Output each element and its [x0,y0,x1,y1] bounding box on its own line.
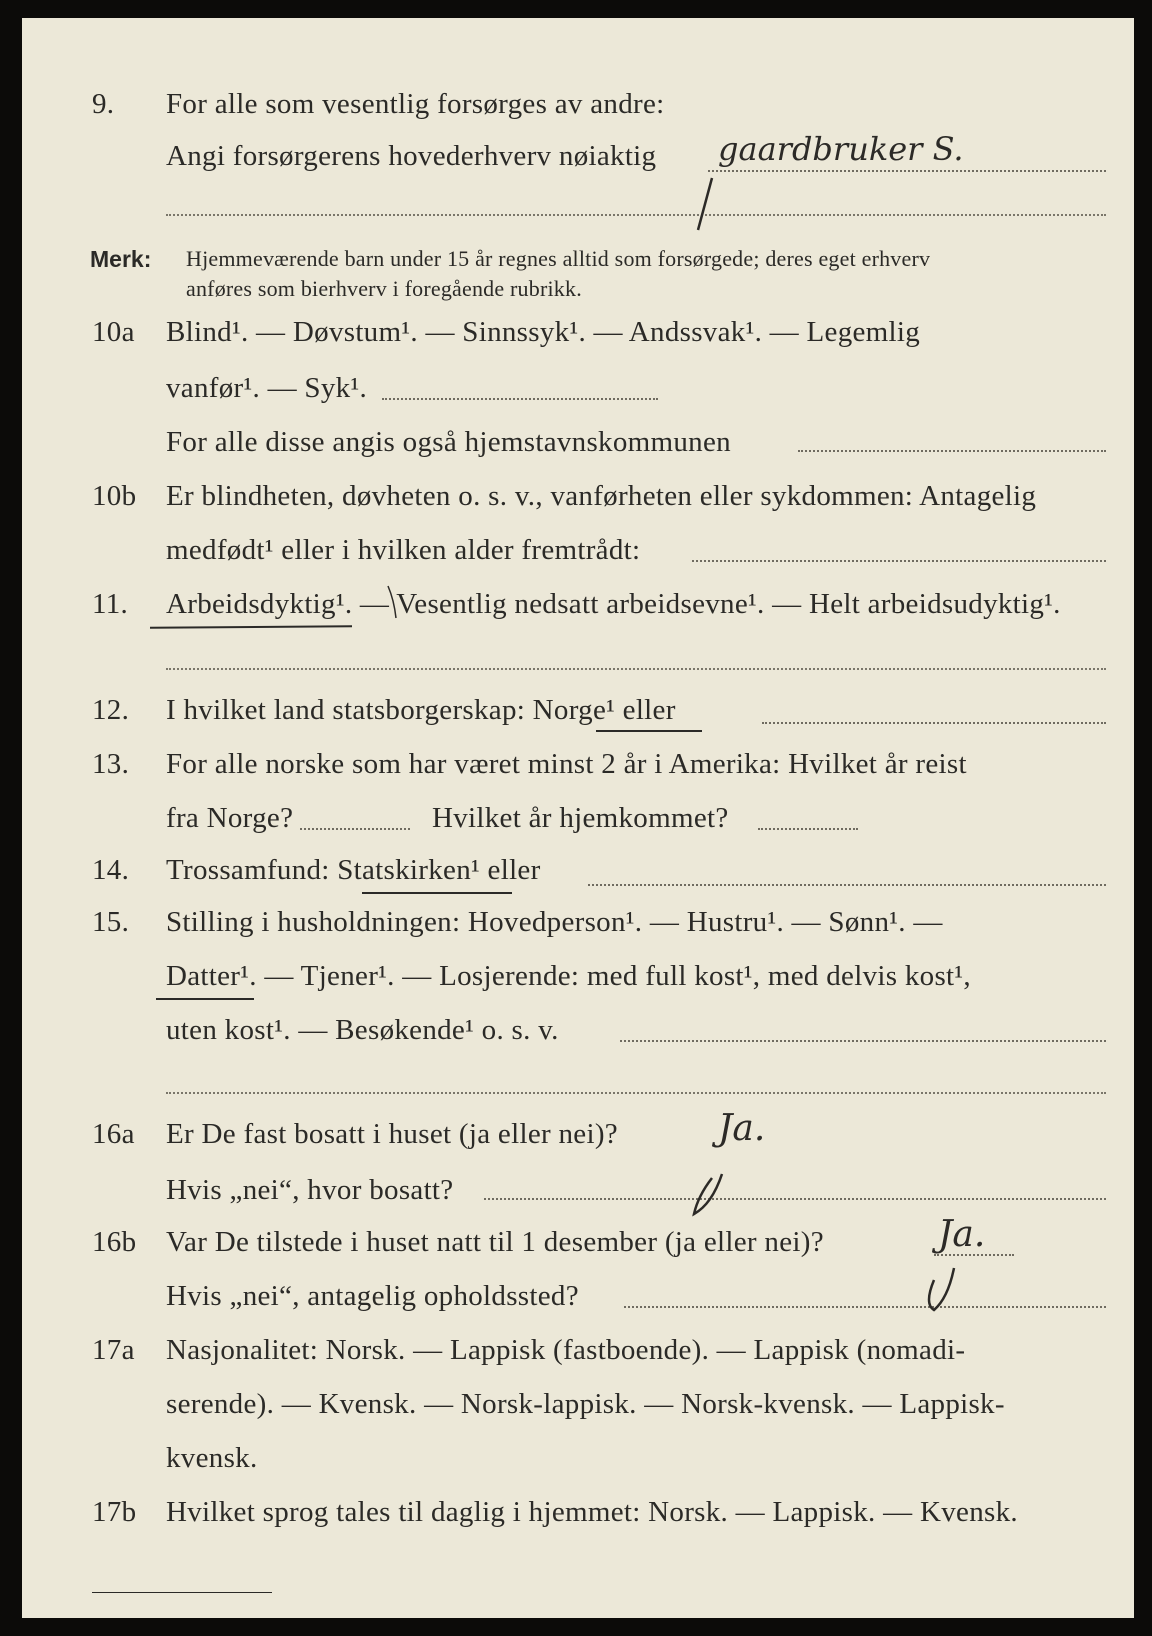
q10a-line2: vanfør¹. — Syk¹. [166,372,368,404]
q17a-line1: Nasjonalitet: Norsk. — Lappisk (fastboende). — Lappisk (nomadi- [166,1334,966,1366]
q16b-line2: Hvis „nei“, antagelig opholdssted? [166,1280,579,1312]
q16b-handwritten-answer: Ja. [938,1214,986,1255]
q17b-number: 17b [92,1496,137,1528]
q16a-handwritten-answer: Ja. [718,1108,766,1149]
pen-strokes [22,18,1134,1618]
merk-line2: anføres som bierhverv i foregående rubrikk. [186,276,582,301]
q9-line2: Angi forsørgerens hovederhverv nøiaktig [166,140,657,172]
q12-number: 12. [92,694,130,726]
merk-line1: Hjemmeværende barn under 15 år regnes alltid som forsørgede; deres eget erhverv [186,246,931,271]
q12-line1: I hvilket land statsborgerskap: Norge¹ eller [166,694,676,726]
q16a-line1: Er De fast bosatt i huset (ja eller nei)? [166,1118,618,1150]
q10a-line1: Blind¹. — Døvstum¹. — Sinnssyk¹. — Andssvak¹. — Legemlig [166,316,921,348]
q17a-line3: kvensk. [166,1442,258,1474]
q15-number: 15. [92,906,130,938]
q10a-number: 10a [92,316,135,348]
q10b-line1: Er blindheten, døvheten o. s. v., vanførheten eller sykdommen: Antagelig [166,480,1037,512]
q17a-number: 17a [92,1334,135,1366]
q13-line1: For alle norske som har været minst 2 år i Amerika: Hvilket år reist [166,748,967,780]
q17a-line2: serende). — Kvensk. — Norsk-lappisk. — Norsk-kvensk. — Lappisk- [166,1388,1005,1420]
census-form-page [22,18,1134,1618]
q11-number: 11. [92,588,129,620]
q15-line1: Stilling i husholdningen: Hovedperson¹. — Hustru¹. — Sønn¹. — [166,906,943,938]
q10b-number: 10b [92,480,137,512]
q16b-line1: Var De tilstede i huset natt til 1 desember (ja eller nei)? [166,1226,824,1258]
q9-line1: For alle som vesentlig forsørges av andre: [166,88,665,120]
q10b-line2: medfødt¹ eller i hvilken alder fremtrådt: [166,534,641,566]
q16a-number: 16a [92,1118,135,1150]
q16a-line2: Hvis „nei“, hvor bosatt? [166,1174,454,1206]
q14-line1: Trossamfund: Statskirken¹ eller [166,854,541,886]
q15-line3: uten kost¹. — Besøkende¹ o. s. v. [166,1014,559,1046]
q16b-number: 16b [92,1226,137,1258]
q9-handwritten-answer: gaardbruker S. [718,130,964,168]
q14-number: 14. [92,854,130,886]
q11-line1: Arbeidsdyktig¹. — Vesentlig nedsatt arbeidsevne¹. — Helt arbeidsudyktig¹. [166,588,1061,620]
q9-number: 9. [92,88,115,120]
q17b-line1: Hvilket sprog tales til daglig i hjemmet: Norsk. — Lappisk. — Kvensk. [166,1496,1018,1528]
q15-line2: Datter¹. — Tjener¹. — Losjerende: med full kost¹, med delvis kost¹, [166,960,971,992]
q13-number: 13. [92,748,130,780]
q13-line2b: Hvilket år hjemkommet? [432,802,729,834]
q10a-line3: For alle disse angis også hjemstavnskommunen [166,426,731,458]
merk-label: Merk: [90,246,152,272]
q13-line2a: fra Norge? [166,802,294,834]
